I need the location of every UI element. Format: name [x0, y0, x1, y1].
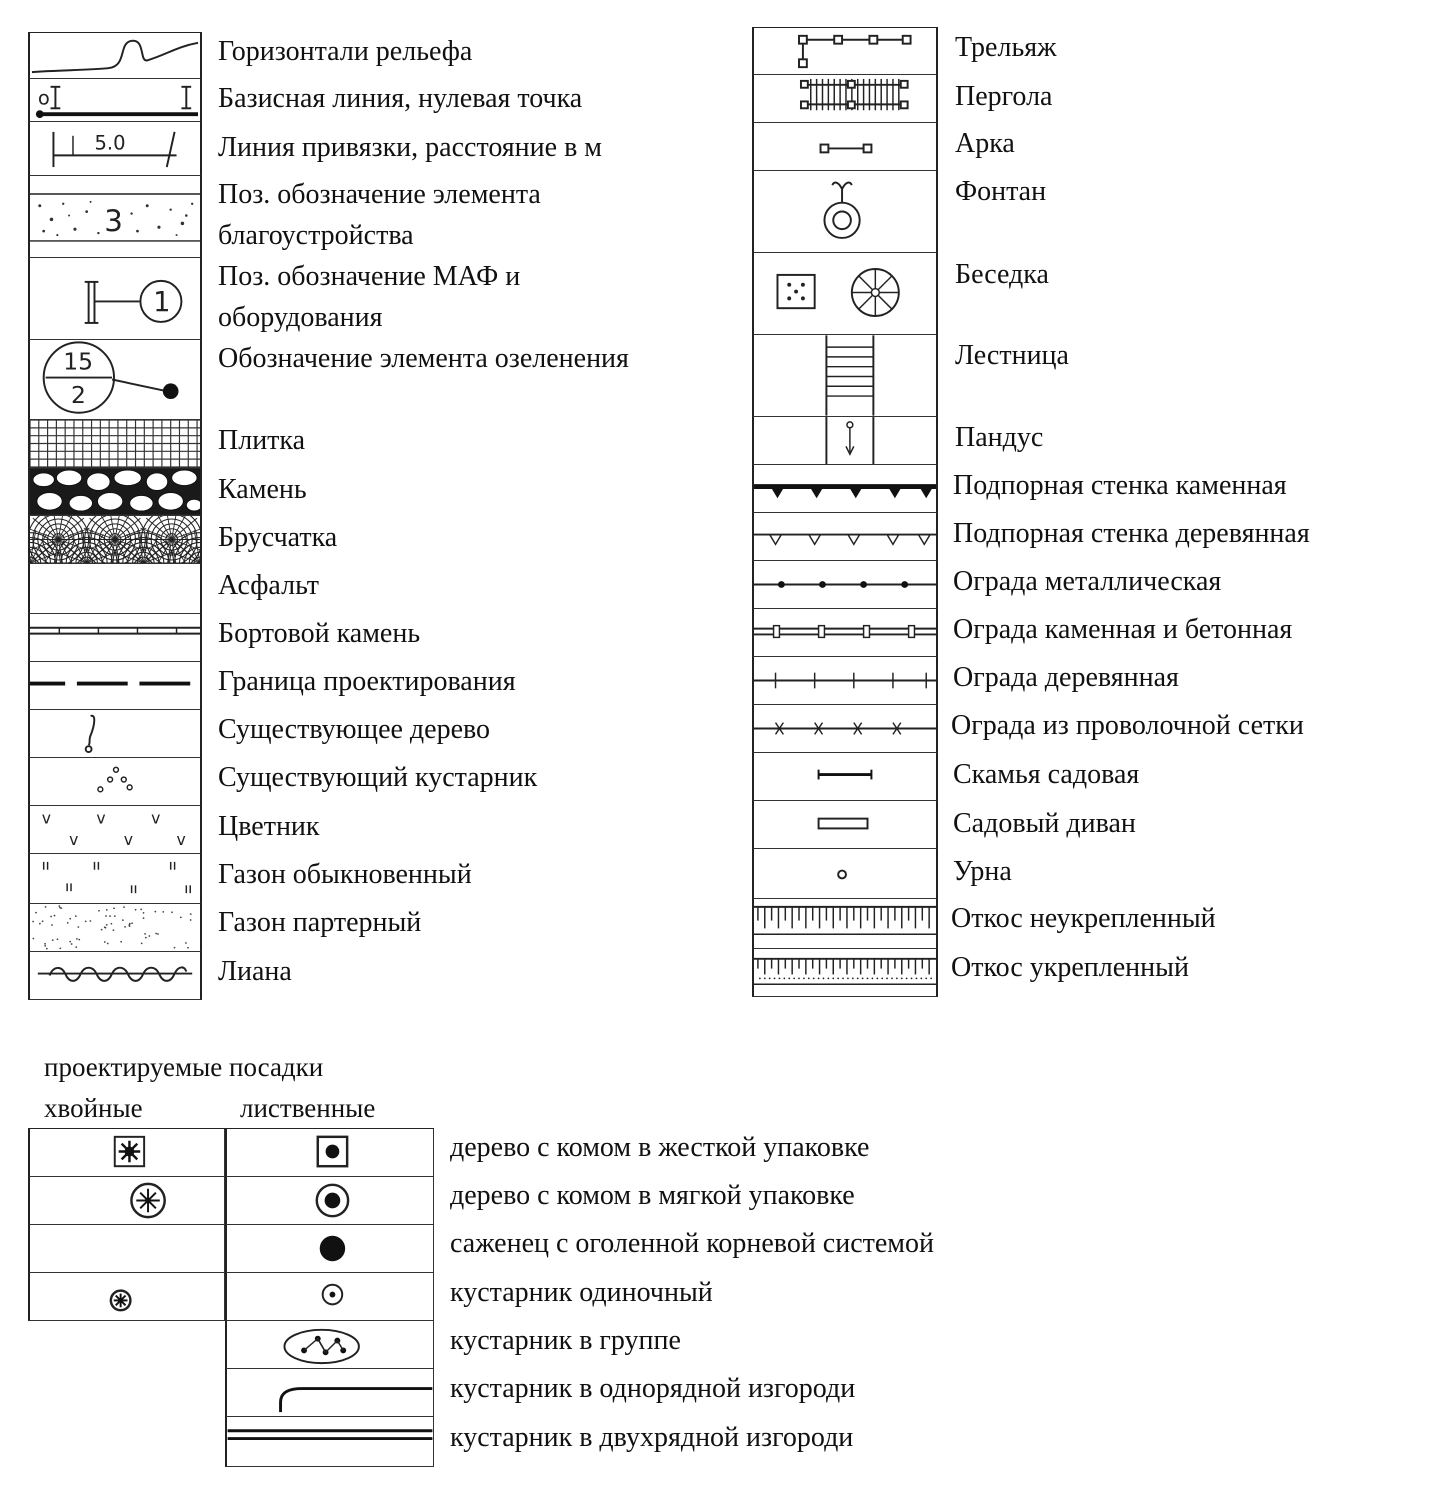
- conifer-soft-pack-icon: [28, 1177, 225, 1225]
- metal-fence-icon: [752, 561, 938, 609]
- legend-label-reinforced-slope: Откос укрепленный: [951, 952, 1189, 983]
- parterre-lawn-icon: [28, 904, 202, 952]
- trellis-icon: [752, 28, 938, 75]
- legend-label-curb: Бортовой камень: [218, 618, 421, 649]
- legend-label-stone-retaining-wall: Подпорная стенка каменная: [953, 470, 1287, 501]
- reinforced-slope-icon: [752, 949, 938, 997]
- legend-label-ramp: Пандус: [955, 422, 1044, 453]
- garden-sofa-icon: [752, 801, 938, 849]
- plantings-col-deciduous: лиственные: [240, 1093, 376, 1123]
- maf-number: 1: [153, 287, 171, 319]
- legend-label-wooden-retaining-wall: Подпорная стенка деревянная: [953, 518, 1310, 549]
- legend-label-landscape-element-line1: Поз. обозначение элемента: [218, 179, 541, 210]
- gazebo-icon: [752, 253, 938, 335]
- stone-concrete-fence-icon: [752, 609, 938, 657]
- legend-label-ordinary-lawn: Газон обыкновенный: [218, 859, 472, 890]
- reference-line-icon: [28, 122, 202, 176]
- planting-label-double-row-hedge: кустарник в двухрядной изгороди: [450, 1422, 854, 1453]
- legend-label-pergola: Пергола: [955, 81, 1053, 112]
- legend-label-garden-sofa: Садовый диван: [953, 808, 1136, 839]
- legend-label-metal-fence: Ограда металлическая: [953, 566, 1222, 597]
- single-row-hedge-icon: [225, 1369, 434, 1417]
- stone-retaining-wall-icon: [752, 465, 938, 513]
- legend-label-urn: Урна: [953, 856, 1012, 887]
- legend-label-maf-line2: оборудования: [218, 302, 383, 333]
- stone-pattern-icon: [28, 468, 202, 516]
- garden-bench-icon: [752, 753, 938, 801]
- deciduous-hard-pack-icon: [225, 1129, 434, 1177]
- legend-label-gazebo: Беседка: [955, 259, 1049, 290]
- legend-label-contour: Горизонтали рельефа: [218, 36, 473, 67]
- legend-label-existing-shrub: Существующий кустарник: [218, 762, 538, 793]
- legend-label-garden-bench: Скамья садовая: [953, 759, 1140, 790]
- planting-number-top: 15: [63, 347, 94, 376]
- arch-icon: [752, 123, 938, 171]
- svg-text:v: v: [96, 808, 106, 828]
- existing-shrub-icon: [28, 758, 202, 806]
- reference-distance-value: 5.0: [94, 131, 126, 155]
- existing-tree-icon: [28, 710, 202, 758]
- legend-label-planting-element: Обозначение элемента озеленения: [218, 343, 629, 374]
- svg-text:v: v: [151, 808, 161, 828]
- shrub-group-icon: [225, 1321, 434, 1369]
- planting-label-hard-pack: дерево с комом в жесткой упаковке: [450, 1132, 870, 1163]
- double-row-hedge-icon: [225, 1417, 434, 1467]
- curb-stone-icon: [28, 614, 202, 662]
- fountain-icon: [752, 171, 938, 253]
- legend-label-stone: Камень: [218, 474, 307, 505]
- legend-label-trellis: Трельяж: [955, 32, 1057, 63]
- landscape-element-number: 3: [104, 204, 123, 239]
- planting-element-tag-icon: [28, 340, 202, 420]
- legend-label-stone-concrete-fence: Ограда каменная и бетонная: [953, 614, 1293, 645]
- legend-label-unreinforced-slope: Откос неукрепленный: [951, 903, 1216, 934]
- legend-label-reference-line: Линия привязки, расстояние в м: [218, 132, 603, 163]
- urn-icon: [752, 849, 938, 899]
- bare-root-seedling-icon: [225, 1225, 434, 1273]
- legend-label-tile: Плитка: [218, 425, 306, 456]
- paving-stone-pattern-icon: [28, 516, 202, 564]
- vine-icon: [28, 952, 202, 1000]
- deciduous-soft-pack-icon: [225, 1177, 434, 1225]
- legend-label-vine: Лиана: [218, 956, 292, 987]
- ramp-icon: [752, 417, 938, 465]
- legend-label-paving: Брусчатка: [218, 522, 338, 553]
- wooden-retaining-wall-icon: [752, 513, 938, 561]
- legend-label-flower-bed: Цветник: [218, 811, 320, 842]
- conifer-single-shrub-icon: [28, 1273, 225, 1321]
- unreinforced-slope-icon: [752, 899, 938, 949]
- planting-number-bottom: 2: [71, 380, 86, 409]
- legend-label-parterre-lawn: Газон партерный: [218, 907, 422, 938]
- legend-label-maf-line1: Поз. обозначение МАФ и: [218, 261, 521, 292]
- deciduous-single-shrub-icon: [225, 1273, 434, 1321]
- stairs-icon: [752, 335, 938, 417]
- wire-mesh-fence-icon: [752, 705, 938, 753]
- planting-label-single-row-hedge: кустарник в однорядной изгороди: [450, 1373, 856, 1404]
- landscape-element-tag-icon: [28, 176, 202, 258]
- baseline-zero-point-icon: [28, 79, 202, 122]
- asphalt-pattern-icon: [28, 564, 202, 614]
- conifer-empty-cell: [28, 1225, 225, 1273]
- planting-label-soft-pack: дерево с комом в мягкой упаковке: [450, 1180, 855, 1211]
- legend-label-baseline: Базисная линия, нулевая точка: [218, 83, 583, 114]
- legend-label-existing-tree: Существующее дерево: [218, 714, 491, 745]
- small-architecture-tag-icon: [28, 258, 202, 340]
- plantings-title: проектируемые посадки: [44, 1052, 324, 1082]
- wooden-fence-icon: [752, 657, 938, 705]
- legend-label-stairs: Лестница: [955, 340, 1069, 371]
- legend-label-fountain: Фонтан: [955, 176, 1047, 207]
- legend-label-wire-mesh-fence: Ограда из проволочной сетки: [951, 710, 1304, 741]
- svg-text:v: v: [69, 830, 79, 850]
- conifer-hard-pack-icon: [28, 1129, 225, 1177]
- planting-label-shrub-group: кустарник в группе: [450, 1325, 681, 1356]
- svg-text:v: v: [41, 808, 51, 828]
- plantings-col-conifer: хвойные: [44, 1093, 143, 1123]
- svg-text:o: o: [37, 86, 50, 110]
- legend-label-landscape-element-line2: благоустройства: [218, 220, 414, 251]
- legend-label-arch: Арка: [955, 128, 1015, 159]
- design-boundary-icon: [28, 662, 202, 710]
- ordinary-lawn-icon: [28, 854, 202, 904]
- legend-label-asphalt: Асфальт: [218, 570, 320, 601]
- svg-text:v: v: [123, 830, 134, 850]
- flower-bed-icon: [28, 806, 202, 854]
- pergola-icon: [752, 75, 938, 123]
- planting-label-single-shrub: кустарник одиночный: [450, 1277, 713, 1308]
- svg-text:v: v: [176, 830, 186, 850]
- legend-label-design-boundary: Граница проектирования: [218, 666, 516, 697]
- tile-pattern-icon: [28, 420, 202, 468]
- planting-label-bare-root: саженец с оголенной корневой системой: [450, 1228, 935, 1259]
- legend-label-wooden-fence: Ограда деревянная: [953, 662, 1179, 693]
- contour-lines-icon: [28, 33, 202, 79]
